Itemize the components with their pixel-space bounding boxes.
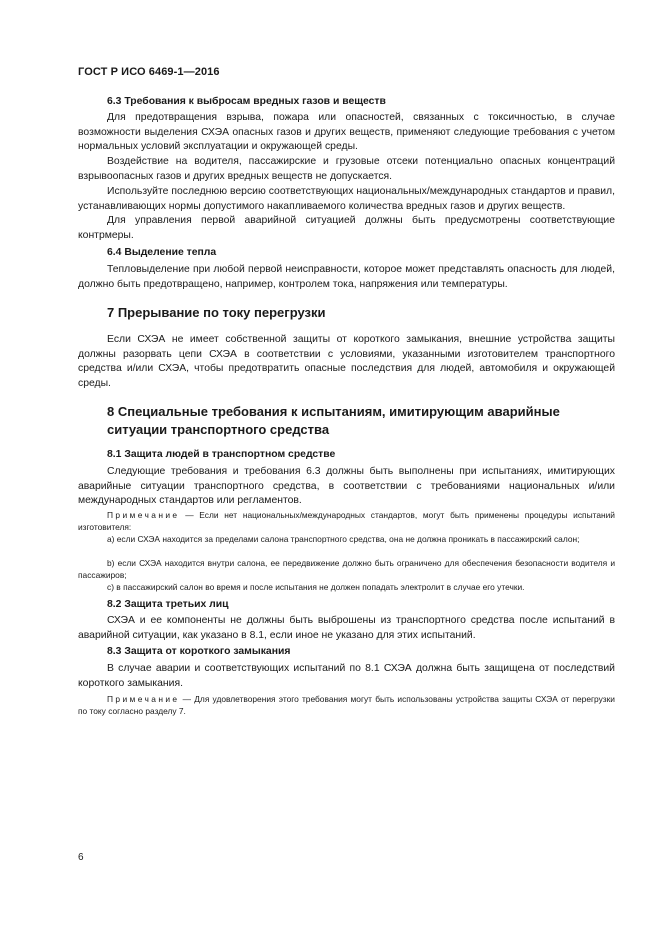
section-8-1-title: 8.1 Защита людей в транспортном средстве bbox=[107, 449, 336, 460]
section-8-1-note-item-a: a) если СХЭА находится за пределами салона транспортного средства, она не должна проникать в пассажирский салон; bbox=[107, 534, 580, 544]
section-8-1-note-item-c: c) в пассажирский салон во время и после испытания не должен попадать электролит в случае его утечки. bbox=[107, 582, 525, 592]
section-7-title: 7 Прерывание по току перегрузки bbox=[107, 305, 326, 320]
section-8-2-title: 8.2 Защита третьих лиц bbox=[107, 599, 229, 610]
page-number: 6 bbox=[78, 852, 84, 863]
section-8-1-paragraph-1: Следующие требования и требования 6.3 должны быть выполнены при испытаниях, имитирующих аварийные ситуации транспортного средства, в соответствии с требованиями национальных и/или международных стандартов или регламентов. bbox=[78, 466, 615, 506]
section-6-4-title: 6.4 Выделение тепла bbox=[107, 247, 217, 258]
note-label: Примечание bbox=[107, 510, 180, 520]
note-text: — Если нет национальных/международных стандартов, могут быть применены процедуры испытаний изготовителя: bbox=[78, 510, 615, 532]
section-6-3-paragraph-1: Для предотвращения взрыва, пожара или опасностей, связанных с токсичностью, в случае возможности выделения СХЭА опасных газов и других веществ, применяют следующие требования с учетом нормальных условий эксплуатации и окружающей среды. bbox=[78, 112, 615, 152]
section-8-title: 8 Специальные требования к испытаниям, имитирующим аварийные ситуации транспортного средства bbox=[107, 404, 560, 437]
section-8-3-paragraph-1: В случае аварии и соответствующих испытаний по 8.1 СХЭА должна быть защищена от последствий короткого замыкания. bbox=[78, 663, 615, 689]
section-6-3-paragraph-2: Воздействие на водителя, пассажирские и грузовые отсеки потенциально опасных концентраций взрывоопасных газов и других вредных веществ не допускается. bbox=[78, 156, 615, 182]
section-6-3-paragraph-3: Используйте последнюю версию соответствующих национальных/международных стандартов и правил, устанавливающих нормы допустимого накапливаемого количества вредных газов и других веществ. bbox=[78, 186, 615, 212]
note-label: Примечание bbox=[107, 694, 180, 704]
section-6-4-paragraph-1: Тепловыделение при любой первой неисправности, которое может представлять опасность для людей, должно быть предотвращено, например, контролем тока, напряжения или температуры. bbox=[78, 264, 615, 290]
section-8-2-paragraph-1: СХЭА и ее компоненты не должны быть выброшены из транспортного средства после испытаний в аварийной ситуации, как указано в 8.1, если иное не указано для этих испытаний. bbox=[78, 615, 615, 641]
document-header: ГОСТ Р ИСО 6469-1—2016 bbox=[78, 66, 220, 78]
section-8-3-note bbox=[78, 694, 615, 718]
section-8-1-note bbox=[78, 510, 615, 534]
section-7-paragraph-1: Если СХЭА не имеет собственной защиты от короткого замыкания, внешние устройства защиты должны разорвать цепи СХЭА в соответствии с условиями, указанными изготовителем транспортного средства и/или СХЭА, чтобы предотвратить опасные последствия для людей, автомобиля и окружающей среды. bbox=[78, 334, 615, 389]
section-6-3-paragraph-4: Для управления первой аварийной ситуацией должны быть предусмотрены соответствующие контрмеры. bbox=[78, 215, 615, 241]
section-6-3-title: 6.3 Требования к выбросам вредных газов и веществ bbox=[107, 96, 386, 107]
note-text: — Для удовлетворения этого требования могут быть использованы устройства защиты СХЭА от перегрузки по току согласно разделу 7. bbox=[78, 694, 615, 716]
section-8-1-note-item-b: b) если СХЭА находится внутри салона, ее передвижение должно быть ограничено для обеспечения безопасности водителя и пассажиров; bbox=[78, 558, 615, 580]
section-8-3-title: 8.3 Защита от короткого замыкания bbox=[107, 646, 291, 657]
